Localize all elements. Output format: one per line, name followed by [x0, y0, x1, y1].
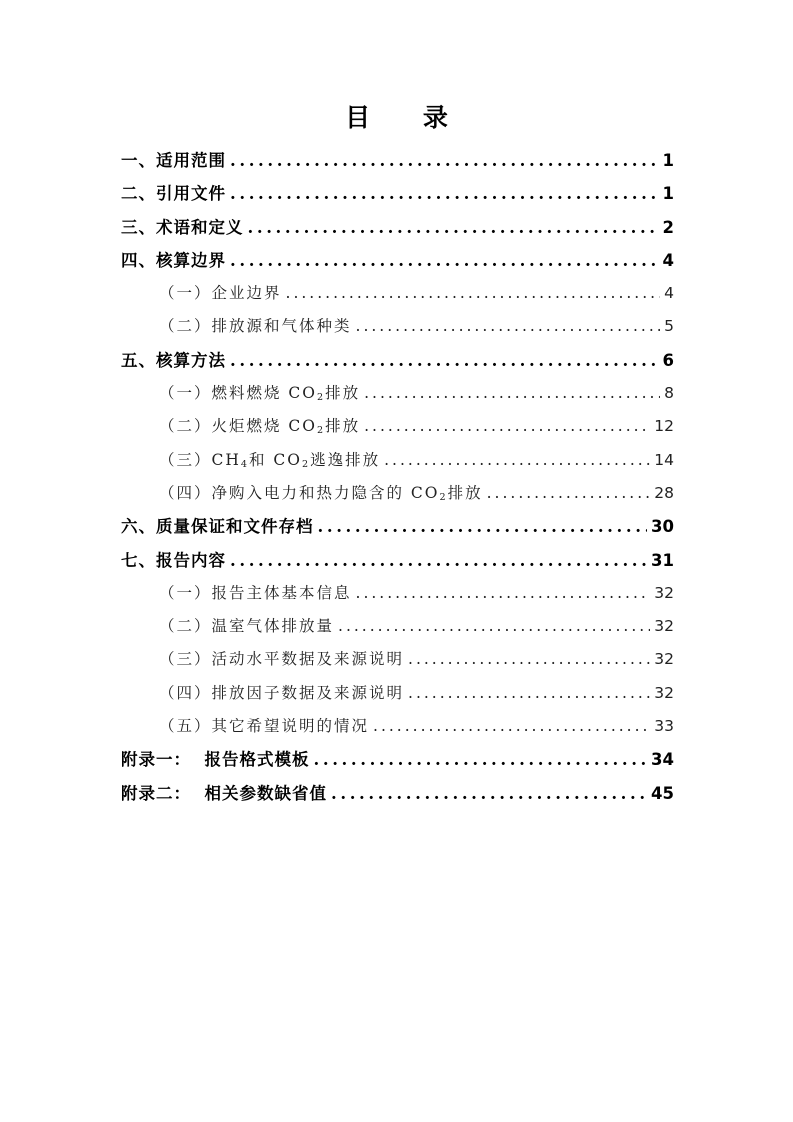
- toc-entry-label: [159, 444, 380, 477]
- toc-page-number: 1: [662, 184, 674, 204]
- toc-entry-label: [159, 477, 483, 510]
- toc-entry-quality-assurance[interactable]: [121, 510, 674, 543]
- dot-leader: [314, 743, 648, 776]
- toc-page-number: 32: [654, 617, 674, 636]
- toc-entry-label: 三、术语和定义: [121, 217, 244, 237]
- toc-entry-scope[interactable]: [121, 144, 674, 177]
- toc-entry-label: 二、引用文件: [121, 184, 226, 204]
- toc-page-number: 1: [662, 151, 674, 170]
- toc-subentry-fugitive-emissions[interactable]: [121, 444, 674, 477]
- dot-leader: [356, 310, 661, 343]
- toc-subentry-reporting-entity-info[interactable]: [121, 577, 674, 610]
- dot-leader: [487, 477, 651, 510]
- toc-entry-label: 四、核算边界: [121, 250, 226, 270]
- toc-subentry-fuel-combustion[interactable]: [121, 377, 674, 410]
- label-text: （三）CH: [159, 450, 241, 469]
- toc-page-number: 30: [651, 517, 674, 537]
- subscript: 2: [439, 491, 448, 503]
- dot-leader: [408, 677, 650, 710]
- dot-leader: [338, 610, 650, 643]
- toc-page-number: 2: [662, 217, 674, 237]
- toc-page-number: 31: [651, 550, 674, 570]
- toc-entry-label: （二）温室气体排放量: [159, 617, 335, 636]
- dot-leader: [230, 144, 659, 177]
- toc-entry-appendix-1[interactable]: [121, 743, 674, 776]
- label-text: 和 CO: [249, 450, 302, 469]
- toc-entry-label: 附录一： 报告格式模板: [121, 750, 310, 770]
- toc-entry-label: （五）其它希望说明的情况: [159, 717, 370, 736]
- toc-entry-terms-definitions[interactable]: [121, 211, 674, 244]
- toc-entry-accounting-boundary[interactable]: [121, 244, 674, 277]
- toc-entry-label: （四）排放因子数据及来源说明: [159, 683, 405, 702]
- dot-leader: [318, 510, 648, 543]
- toc-entry-label: 附录二： 相关参数缺省值: [121, 783, 327, 803]
- toc-page-number: 4: [664, 284, 674, 303]
- label-text: 逃逸排放: [310, 450, 381, 469]
- toc-entry-label: （二）排放源和气体种类: [159, 317, 352, 336]
- subscript: 2: [302, 458, 311, 470]
- toc-subentry-flare-combustion[interactable]: [121, 410, 674, 443]
- toc-entry-label: 六、质量保证和文件存档: [121, 517, 314, 537]
- toc-subentry-activity-data[interactable]: [121, 643, 674, 676]
- toc-entry-label: （一）报告主体基本信息: [159, 583, 352, 602]
- toc-entry-label: 五、核算方法: [121, 350, 226, 370]
- dot-leader: [248, 211, 659, 244]
- toc-page-number: 33: [654, 717, 674, 736]
- toc-page-number: 8: [664, 384, 674, 403]
- label-text: 排放: [325, 384, 361, 403]
- toc-entry-label: （三）活动水平数据及来源说明: [159, 650, 405, 669]
- page-title: 目 录: [345, 103, 470, 132]
- toc-page-number: 32: [654, 683, 674, 702]
- label-text: 排放: [447, 483, 483, 502]
- toc-entry-accounting-method[interactable]: [121, 344, 674, 377]
- toc-page-number: 14: [654, 450, 674, 469]
- toc-page-number: 12: [654, 417, 674, 436]
- toc-subentry-ghg-emissions[interactable]: [121, 610, 674, 643]
- subscript: 4: [240, 458, 249, 470]
- toc-subentry-other-notes[interactable]: [121, 710, 674, 743]
- dot-leader: [331, 777, 647, 810]
- toc-entry-label: 一、适用范围: [121, 151, 226, 170]
- toc-entry-appendix-2[interactable]: [121, 777, 674, 810]
- label-text: （一）燃料燃烧 CO: [159, 384, 317, 403]
- toc-entry-label: 七、报告内容: [121, 550, 226, 570]
- dot-leader: [230, 244, 659, 277]
- dot-leader: [373, 710, 650, 743]
- toc-subentry-enterprise-boundary[interactable]: [121, 277, 674, 310]
- toc-subentry-emission-sources[interactable]: [121, 310, 674, 343]
- label-text: （二）火炬燃烧 CO: [159, 417, 317, 436]
- dot-leader: [408, 643, 650, 676]
- label-text: 排放: [325, 417, 361, 436]
- toc-page-number: 45: [651, 783, 674, 803]
- dot-leader: [230, 177, 659, 210]
- toc-page-number: 4: [662, 250, 674, 270]
- toc-page-number: 6: [662, 350, 674, 370]
- table-of-contents: [121, 144, 674, 810]
- subscript: 2: [317, 392, 326, 403]
- dot-leader: [356, 577, 651, 610]
- toc-page-number: 28: [654, 483, 674, 502]
- toc-page-number: 5: [664, 317, 674, 336]
- dot-leader: [364, 377, 660, 410]
- dot-leader: [364, 410, 650, 443]
- toc-subentry-emission-factor-data[interactable]: [121, 677, 674, 710]
- dot-leader: [230, 544, 647, 577]
- toc-entry-referenced-documents[interactable]: [121, 177, 674, 210]
- toc-entry-label: （一）企业边界: [159, 284, 282, 303]
- dot-leader: [286, 277, 661, 310]
- dot-leader: [384, 444, 650, 477]
- toc-page-number: 34: [651, 750, 674, 770]
- dot-leader: [230, 344, 659, 377]
- subscript: 2: [317, 425, 326, 437]
- toc-page-number: 32: [654, 650, 674, 669]
- toc-entry-label: [159, 377, 360, 410]
- toc-page-number: 32: [654, 583, 674, 602]
- toc-entry-report-content[interactable]: [121, 544, 674, 577]
- toc-subentry-purchased-electricity-heat[interactable]: [121, 477, 674, 510]
- label-text: （四）净购入电力和热力隐含的 CO: [159, 483, 440, 502]
- toc-entry-label: [159, 410, 360, 443]
